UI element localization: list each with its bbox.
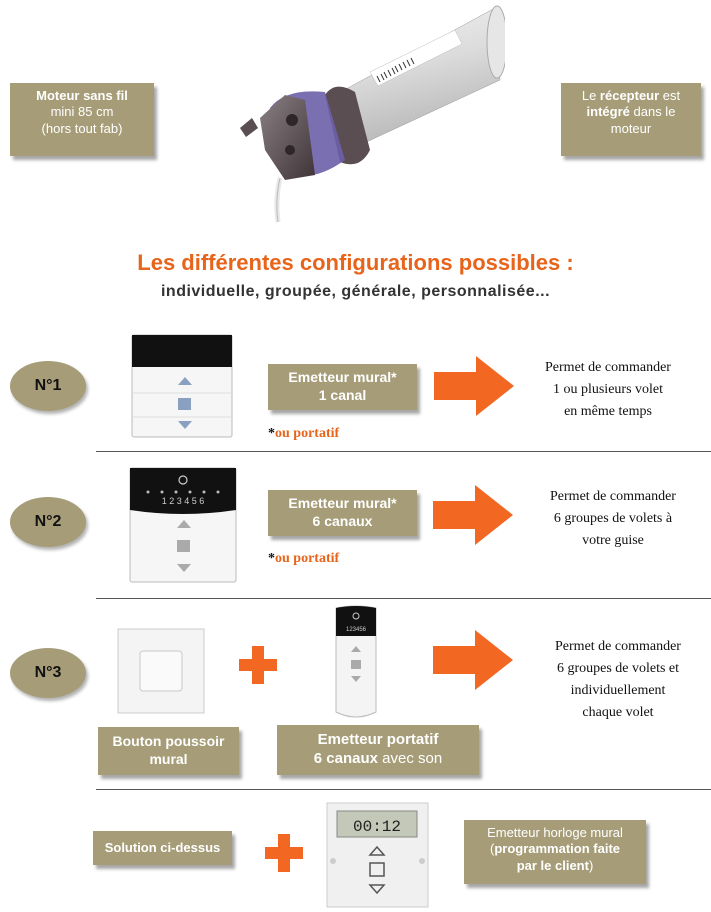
- config-2-desc-line2: 6 groupes de volets à: [553, 511, 673, 526]
- portable-emitter-label: [277, 725, 479, 775]
- clock-emitter-line1: Emetteur horloge mural: [487, 825, 623, 840]
- config-1-note-text: ou portatif: [275, 426, 340, 441]
- config-1-desc-line2: 1 ou plusieurs volet: [552, 382, 664, 397]
- config-2-channel-digits: 1 2 3 4 5 6: [161, 496, 205, 506]
- config-2-description: [520, 486, 706, 552]
- config-1-emitter-line1: Emetteur mural*: [288, 369, 397, 385]
- push-button-line2: mural: [149, 750, 188, 767]
- push-button-line1: Bouton poussoir: [112, 733, 225, 749]
- receiver-text-3: dans le: [629, 104, 676, 120]
- config-3-desc-line4: chaque volet: [582, 705, 654, 720]
- config-1-note-star: *: [268, 426, 275, 441]
- config-1-arrow-icon: [434, 356, 514, 416]
- motor-label-title: Moteur sans fil: [36, 88, 128, 103]
- clock-emitter-bold2: par le client: [516, 857, 589, 873]
- config-2-note-text: ou portatif: [275, 551, 340, 566]
- config-2-note: [268, 551, 339, 567]
- receiver-text-4: moteur: [610, 120, 652, 136]
- config-1-badge: N°1: [10, 361, 86, 411]
- solution-label: Solution ci-dessus: [93, 831, 232, 865]
- config-1-description: [515, 357, 701, 423]
- page-title: Les différentes configurations possibles :: [137, 250, 574, 275]
- config-3-desc-line1: Permet de commander: [555, 639, 681, 654]
- motor-label: [10, 83, 154, 156]
- portable-emitter-bold: 6 canaux: [313, 749, 378, 767]
- wall-emitter-1-channel-image: [130, 333, 235, 439]
- config-2-desc-line1: Permet de commander: [550, 489, 676, 504]
- config-1-note: [268, 426, 339, 442]
- config-1-desc-line3: en même temps: [564, 404, 652, 419]
- page-subtitle: individuelle, groupée, générale, personnalisée...: [160, 283, 551, 300]
- portable-emitter-rest: avec son: [378, 749, 443, 767]
- svg-text:123456: 123456: [345, 627, 367, 633]
- plus-icon-1: [239, 646, 277, 684]
- clock-display: 00:12: [352, 818, 402, 836]
- config-3-description: [525, 636, 711, 724]
- config-2-arrow-icon: [433, 485, 513, 545]
- portable-emitter-image: [330, 604, 382, 722]
- config-2-note-star: *: [268, 551, 275, 566]
- config-3-badge: N°3: [10, 648, 86, 698]
- receiver-text-2: est: [659, 88, 681, 103]
- receiver-label: [561, 83, 701, 156]
- config-3-desc-line3: individuellement: [570, 683, 666, 698]
- portable-emitter-line1: Emetteur portatif: [317, 731, 439, 748]
- receiver-bold-1: récepteur: [599, 88, 660, 103]
- wall-push-button-image: [116, 627, 206, 715]
- config-1-emitter-line2: 1 canal: [318, 386, 367, 403]
- clock-emitter-bold1: programmation faite: [494, 841, 621, 857]
- separator-2: [96, 598, 711, 599]
- push-button-label: [98, 727, 239, 775]
- wall-emitter-6-channel-image: [128, 466, 238, 584]
- motor-label-note: (hors tout fab): [41, 120, 123, 136]
- config-3-desc-line2: 6 groupes de volets et: [556, 661, 680, 676]
- config-2-emitter-label: [268, 490, 417, 536]
- separator-1: [96, 451, 711, 452]
- config-2-emitter-line1: Emetteur mural*: [288, 495, 397, 511]
- receiver-text-1: Le: [581, 88, 600, 103]
- config-1-desc-line1: Permet de commander: [545, 360, 671, 375]
- tubular-motor-image: [230, 0, 505, 225]
- config-2-emitter-line2: 6 canaux: [312, 512, 373, 529]
- config-1-emitter-label: [268, 364, 417, 410]
- plus-icon-2: [265, 834, 303, 872]
- separator-3: [96, 789, 711, 790]
- clock-emitter-label: Emetteur horloge mural (programmation faite par le client): [464, 820, 646, 884]
- config-2-desc-line3: votre guise: [582, 533, 644, 548]
- receiver-bold-2: intégré: [586, 104, 630, 120]
- config-2-badge: N°2: [10, 497, 86, 547]
- motor-label-size: mini 85 cm: [50, 104, 114, 120]
- clock-wall-emitter-image: [325, 801, 430, 909]
- config-3-arrow-icon: [433, 630, 513, 690]
